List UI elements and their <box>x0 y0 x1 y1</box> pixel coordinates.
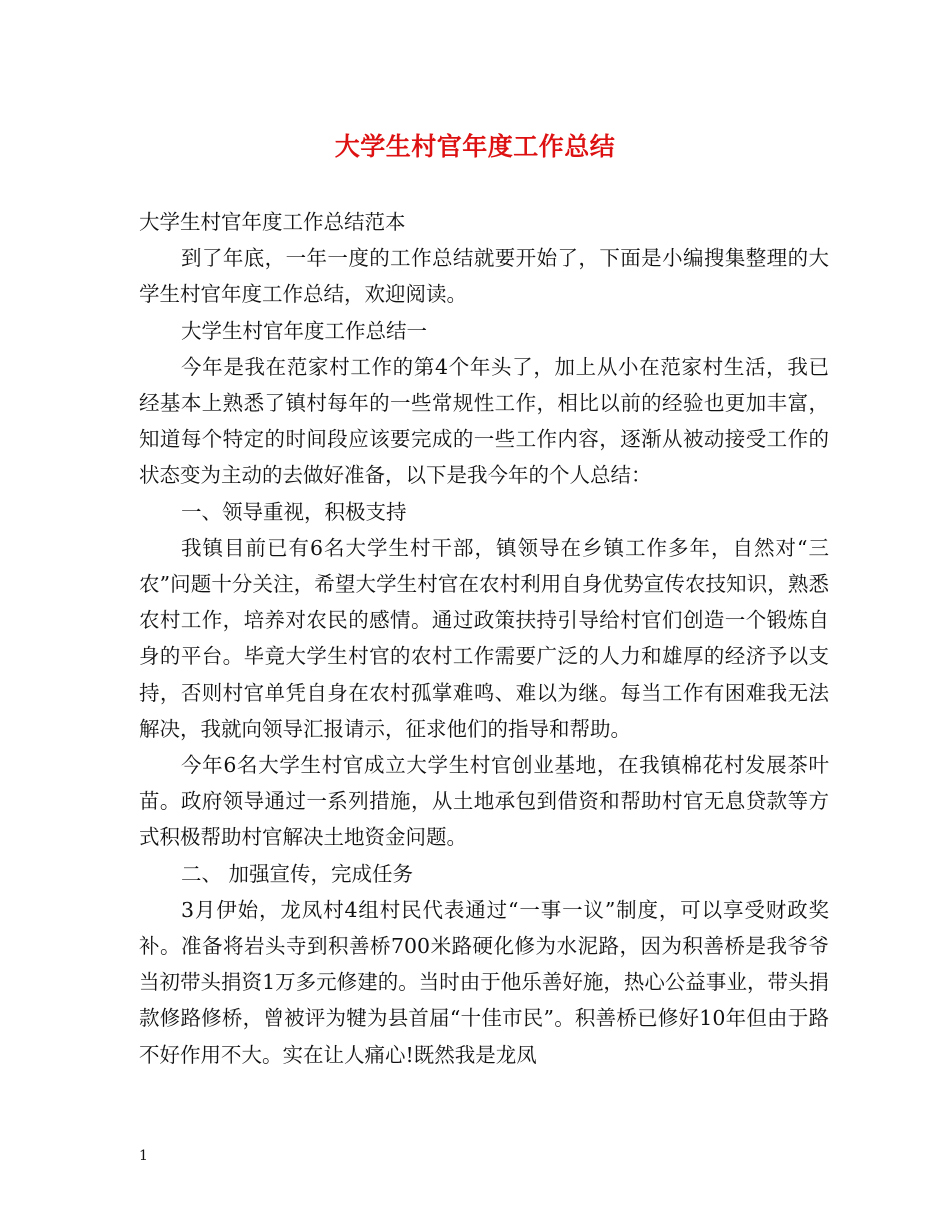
paragraph-heading-one: 一、领导重视，积极支持 <box>181 499 407 524</box>
paragraph-subtitle: 大学生村官年度工作总结范本 <box>139 210 406 234</box>
paragraph-section-heading: 大学生村官年度工作总结一 <box>181 318 427 343</box>
paragraph-intro: 到了年底，一年一度的工作总结就要开始了，下面是小编搜集整理的大学生村官年度工作总结，欢迎阅读。 <box>139 246 829 307</box>
paragraph-leadership: 我镇目前已有6名大学生村干部，镇领导在乡镇工作多年，自然对“三农”问题十分关注，希望大学生村官在农村利用自身优势宣传农技知识，熟悉农村工作，培养对农民的感情。通过政策扶持引导给村官们创造一个锻炼自身的平台。毕竟大学生村官的农村工作需要广泛的人力和雄厚的经济予以支持，否则村官单凭自身在农村孤掌难鸣、难以为继。每当工作有困难我无法解决，我就向领导汇报请示，征求他们的指导和帮助。 <box>139 535 829 741</box>
document-title: 大学生村官年度工作总结 <box>334 132 616 161</box>
paragraph-overview: 今年是我在范家村工作的第4个年头了，加上从小在范家村生活，我已经基本上熟悉了镇村每年的一些常规性工作，相比以前的经验也更加丰富，知道每个特定的时间段应该要完成的一些工作内容，逐渐从被动接受工作的状态变为主动的去做好准备，以下是我今年的个人总结： <box>139 354 829 488</box>
paragraph-heading-two: 二、 加强宣传，完成任务 <box>181 861 414 886</box>
paragraph-road-project: 3月伊始，龙凤村4组村民代表通过“一事一议”制度，可以享受财政奖补。准备将岩头寺到积善桥700米路硬化修为水泥路，因为积善桥是我爷爷当初带头捐资1万多元修建的。当时由于他乐善好施，热心公益事业，带头捐款修路修桥，曾被评为犍为县首届“十佳市民”。积善桥已修好10年但由于路不好作用不大。实在让人痛心!既然我是龙凤 <box>139 897 829 1067</box>
paragraph-base: 今年6名大学生村官成立大学生村官创业基地，在我镇棉花村发展茶叶苗。政府领导通过一系列措施，从土地承包到借资和帮助村官无息贷款等方式积极帮助村官解决土地资金问题。 <box>139 753 829 850</box>
page-number: 1 <box>139 1148 148 1164</box>
document-body <box>139 204 829 1073</box>
